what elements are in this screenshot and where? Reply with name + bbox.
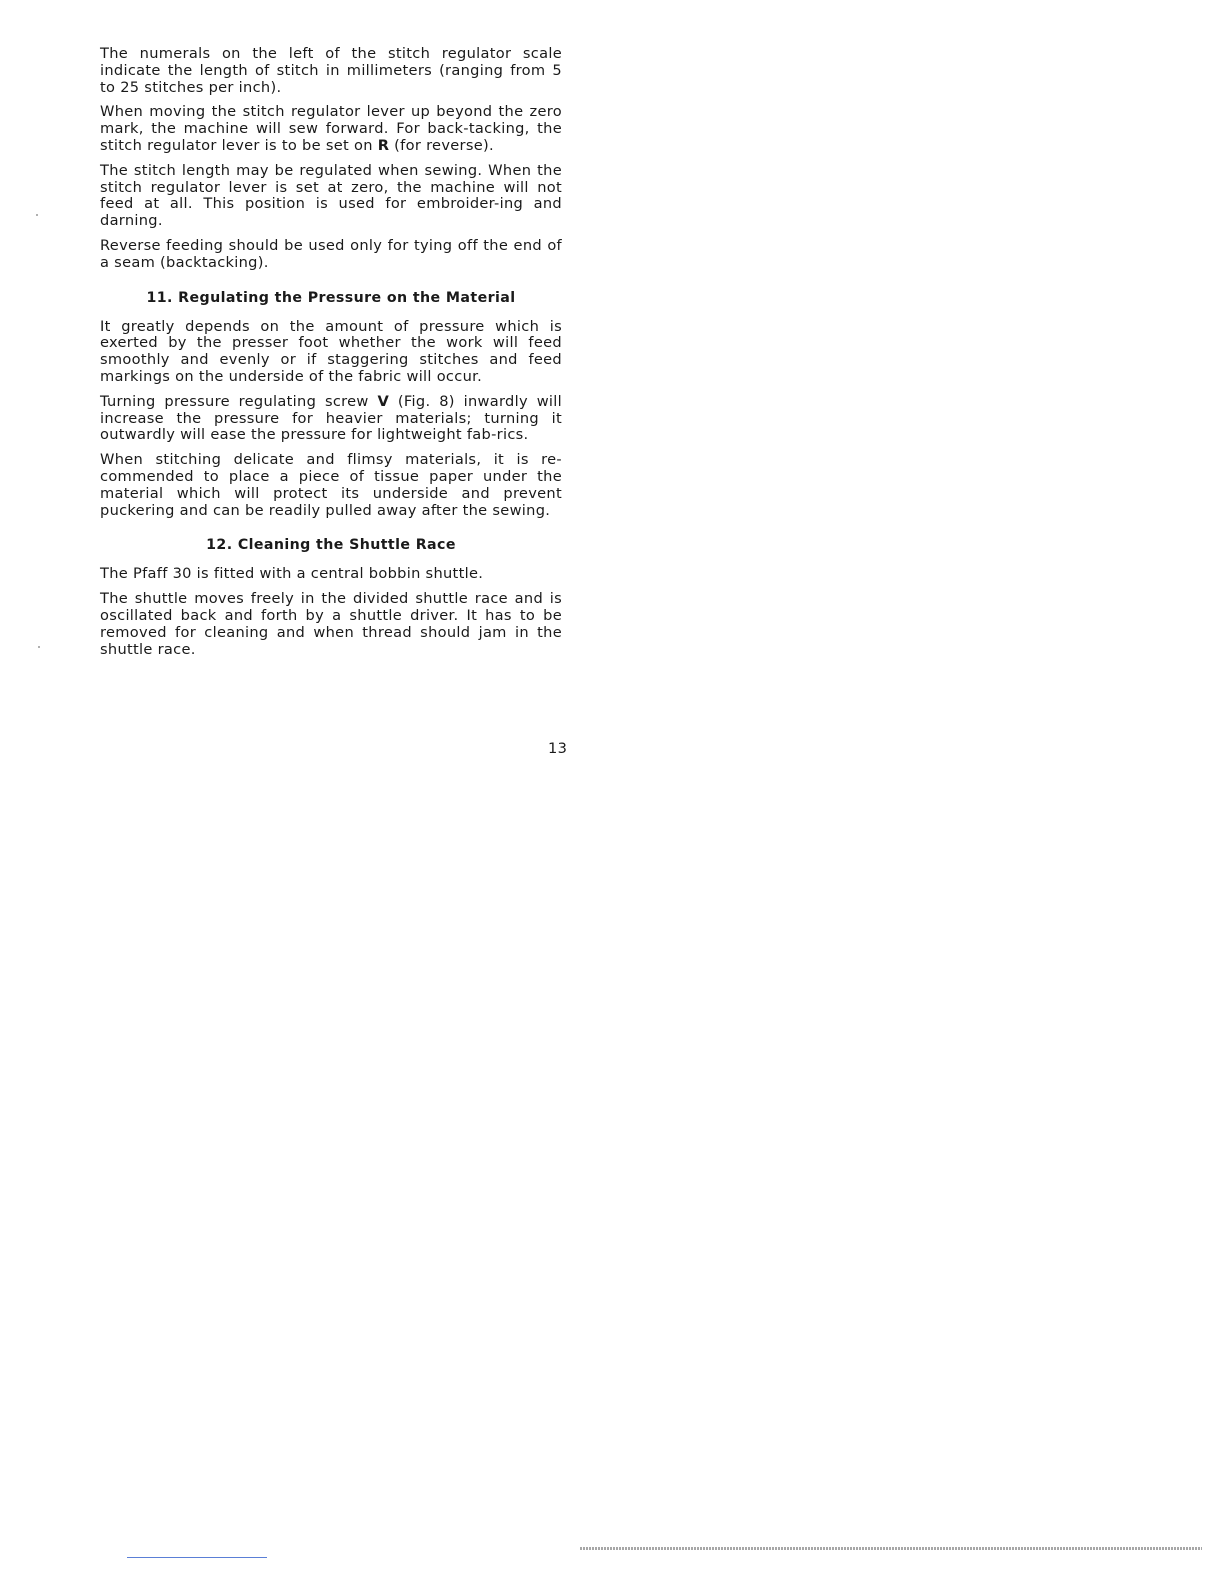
paragraph-pressure-screw-end: (Fig. 8) inwardly will increase the pressure for heavier materials; turning it outwardly will ease the pressure for lightweight fab-rics. xyxy=(100,392,562,444)
scan-speck xyxy=(38,646,40,648)
paragraph-forward-reverse xyxy=(100,104,562,154)
paragraph-forward-reverse-end: (for reverse). xyxy=(389,136,494,154)
scan-speck xyxy=(36,214,38,216)
paragraph-reverse-feeding: Reverse feeding should be used only for tying off the end of a seam (backtacking). xyxy=(100,236,562,271)
paragraph-stitch-scale: The numerals on the left of the stitch regulator scale indicate the length of stitch in millimeters (ranging from 5 to 25 stitches per inch). xyxy=(100,45,562,96)
paragraph-pressure-screw xyxy=(100,394,562,444)
reverse-letter: R xyxy=(377,136,390,154)
scan-edge-line xyxy=(580,1547,1202,1550)
paragraph-shuttle-race: The shuttle moves freely in the divided shuttle race and is oscillated back and forth by a shuttle driver. It has to be removed for cleaning and when thread should jam in the shuttle race. xyxy=(100,590,562,658)
scan-edge-line xyxy=(127,1557,267,1558)
paragraph-forward-reverse-text: When moving the stitch regulator lever up beyond the zero mark, the machine will sew forward. For back-tacking, the stitch regulator lever is to be set on xyxy=(100,103,562,154)
manual-page-body xyxy=(100,46,562,666)
section-heading-pressure: 11. Regulating the Pressure on the Material xyxy=(146,289,516,306)
paragraph-bobbin-shuttle: The Pfaff 30 is fitted with a central bobbin shuttle. xyxy=(100,565,484,583)
section-heading-shuttle: 12. Cleaning the Shuttle Race xyxy=(206,537,456,554)
paragraph-delicate-materials: When stitching delicate and flimsy materials, it is re-commended to place a piece of tissue paper under the material which will protect its underside and prevent puckering and can be readily pulled away after the sewing. xyxy=(100,451,562,519)
screw-letter: V xyxy=(377,392,390,410)
paragraph-pressure-intro: It greatly depends on the amount of pressure which is exerted by the presser foot whether the work will feed smoothly and evenly or if staggering stitches and feed markings on the underside of the fabric will occur. xyxy=(100,317,562,385)
paragraph-pressure-screw-text: Turning pressure regulating screw xyxy=(100,392,378,410)
paragraph-stitch-length: The stitch length may be regulated when sewing. When the stitch regulator lever is set at zero, the machine will not feed at all. This position is used for embroider-ing and darning. xyxy=(100,161,562,230)
page-number: 13 xyxy=(548,740,568,757)
